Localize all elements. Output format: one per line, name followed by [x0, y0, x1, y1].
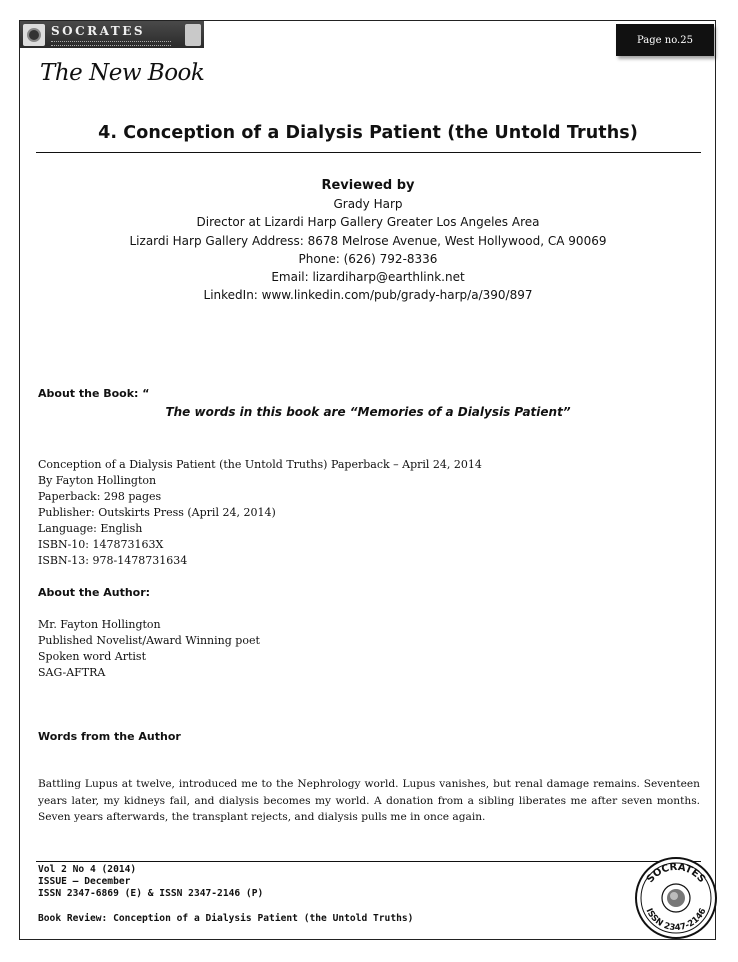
words-from-author-heading: Words from the Author — [38, 730, 181, 743]
detail-line: ISBN-10: 147873163X — [38, 538, 164, 551]
about-book-heading: About the Book: “ — [38, 387, 150, 400]
title-divider — [36, 152, 701, 153]
footer-caption: Book Review: Conception of a Dialysis Patient (the Untold Truths) — [38, 913, 414, 924]
detail-line: ISBN-13: 978-1478731634 — [38, 554, 188, 567]
author-line: Mr. Fayton Hollington — [38, 618, 161, 631]
reviewer-email: Email: lizardiharp@earthlink.net — [271, 270, 465, 285]
page-number-badge: Page no.25 — [616, 24, 714, 56]
footer-divider — [36, 861, 701, 862]
author-line: SAG-AFTRA — [38, 666, 106, 679]
author-info — [38, 617, 260, 681]
masthead-subtitle-lines — [51, 41, 171, 46]
seal-bottom-text: ISSN 2347-2146 — [643, 906, 709, 934]
reviewer-block — [36, 177, 700, 304]
reviewer-title: Director at Lizardi Harp Gallery Greater Los Angeles Area — [196, 215, 540, 230]
socrates-seal-icon — [634, 856, 718, 940]
masthead-title: SOCRATES — [51, 23, 146, 38]
footer-issn: ISSN 2347-6869 (E) & ISSN 2347-2146 (P) — [38, 888, 264, 900]
author-line: Spoken word Artist — [38, 650, 146, 663]
reviewer-linkedin: LinkedIn: www.linkedin.com/pub/grady-harp/a/390/897 — [203, 288, 533, 303]
author-paragraph: Battling Lupus at twelve, introduced me to the Nephrology world. Lupus vanishes, but renal damage remains. Seventeen years later, my kidneys fail, and dialysis becomes my world. A donation from a sibling liberates me after seven months. Seven years afterwards, the transplant rejects, and dialysis pulls me in once again. — [38, 778, 700, 823]
socrates-logo-icon — [23, 24, 45, 46]
section-brand: The New Book — [40, 60, 205, 86]
detail-line: Conception of a Dialysis Patient (the Untold Truths) Paperback – April 24, 2014 — [38, 458, 482, 471]
reviewer-address: Lizardi Harp Gallery Address: 8678 Melrose Avenue, West Hollywood, CA 90069 — [129, 233, 607, 248]
reviewer-heading: Reviewed by — [321, 178, 415, 193]
detail-line: Language: English — [38, 522, 143, 535]
book-quote: The words in this book are “Memories of a Dialysis Patient” — [165, 405, 571, 419]
about-author-heading: About the Author: — [38, 586, 151, 599]
footer-issue-info — [38, 864, 263, 901]
reviewer-phone: Phone: (626) 792-8336 — [298, 251, 438, 266]
article-title: 4. Conception of a Dialysis Patient (the Untold Truths) — [98, 123, 638, 143]
seal-top-text: SOCRATES — [644, 861, 708, 886]
footer-issue: ISSUE – December — [38, 876, 131, 888]
book-details — [38, 457, 482, 569]
footer-volume: Vol 2 No 4 (2014) — [38, 864, 137, 875]
detail-line: By Fayton Hollington — [38, 474, 157, 487]
journal-masthead — [20, 21, 204, 48]
detail-line: Paperback: 298 pages — [38, 490, 162, 503]
reviewer-name: Grady Harp — [333, 197, 403, 212]
author-line: Published Novelist/Award Winning poet — [38, 634, 260, 647]
socrates-crest-icon — [185, 24, 201, 46]
detail-line: Publisher: Outskirts Press (April 24, 2014) — [38, 506, 276, 519]
